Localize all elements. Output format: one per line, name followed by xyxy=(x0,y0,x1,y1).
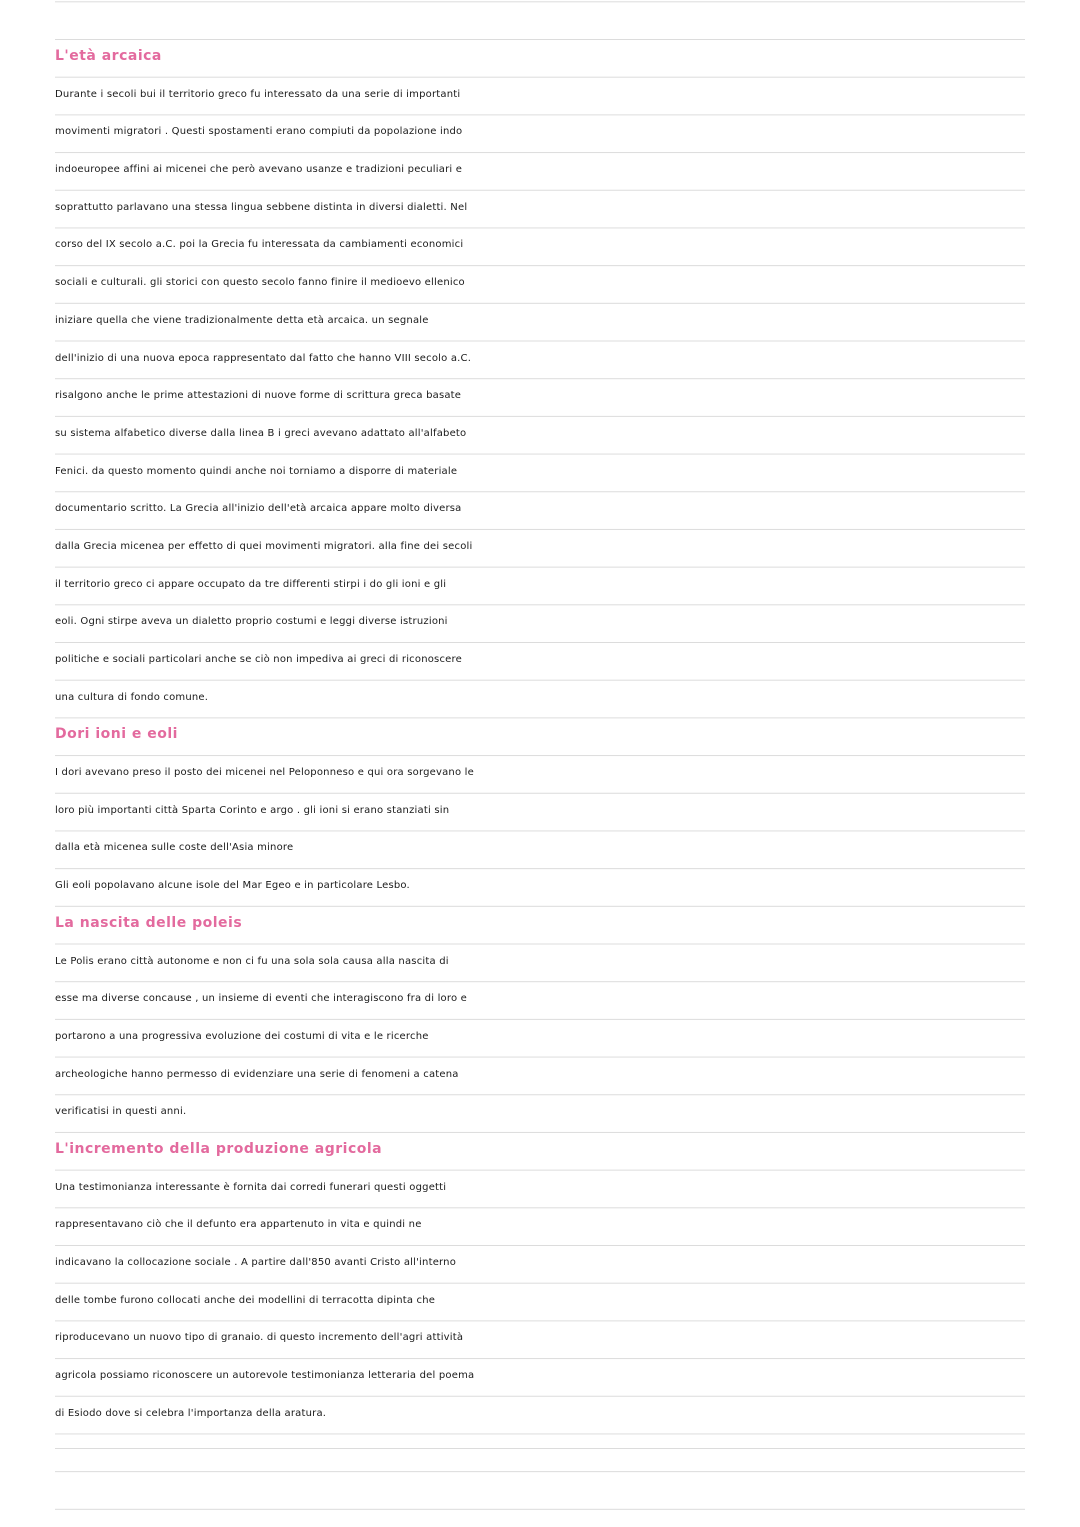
text-line: esse ma diverse concause , un insieme di eventi che interagiscono fra di loro e xyxy=(55,993,468,1005)
text-line: Gli eoli popolavano alcune isole del Mar Egeo e in particolare Lesbo. xyxy=(55,880,410,892)
text-line: Una testimonianza interessante è fornita dai corredi funerari questi oggetti xyxy=(55,1181,447,1193)
text-line: I dori avevano preso il posto dei micenei nel Peloponneso e qui ora sorgevano le xyxy=(55,767,474,779)
text-line: loro più importanti città Sparta Corinto e argo . gli ioni si erano stanziati sin xyxy=(55,804,450,816)
text-line: corso del IX secolo a.C. poi la Grecia fu interessata da cambiamenti economici xyxy=(55,239,464,251)
heading-eta-arcaica: L'età arcaica xyxy=(55,48,162,64)
text-line: indoeuropee affini ai micenei che però avevano usanze e tradizioni peculiari e xyxy=(55,164,463,176)
text-line: iniziare quella che viene tradizionalmente detta età arcaica. un segnale xyxy=(55,314,429,326)
text-line: il territorio greco ci appare occupato da tre differenti stirpi i do gli ioni e gli xyxy=(55,578,447,590)
text-line: portarono a una progressiva evoluzione dei costumi di vita e le ricerche xyxy=(55,1030,429,1042)
heading-nascita-poleis: La nascita delle poleis xyxy=(55,914,243,931)
text-line: rappresentavano ciò che il defunto era appartenuto in vita e quindi ne xyxy=(55,1219,422,1231)
text-line: dalla età micenea sulle coste dell'Asia minore xyxy=(55,842,294,854)
text-line: movimenti migratori . Questi spostamenti erano compiuti da popolazione indo xyxy=(55,126,463,138)
section-nascita-poleis xyxy=(55,905,1030,1131)
text-line: di Esiodo dove si celebra l'importanza della aratura. xyxy=(55,1407,327,1419)
heading-dori-ioni-eoli: Dori ioni e eoli xyxy=(55,726,178,743)
text-line: archeologiche hanno permesso di evidenziare una serie di fenomeni a catena xyxy=(55,1068,459,1080)
text-line: agricola possiamo riconoscere un autorevole testimonianza letteraria del poema xyxy=(55,1370,475,1382)
paragraph-eta-arcaica xyxy=(55,76,1030,717)
section-eta-arcaica xyxy=(55,38,1030,716)
text-line: Fenici. da questo momento quindi anche noi torniamo a disporre di materiale xyxy=(55,465,458,477)
bottom-rule-line xyxy=(55,1448,1025,1449)
paragraph-produzione-agricola xyxy=(55,1169,1030,1433)
text-line: Le Polis erano città autonome e non ci fu una sola sola causa alla nascita di xyxy=(55,955,449,967)
text-line: dalla Grecia micenea per effetto di quei movimenti migratori. alla fine dei secoli xyxy=(55,540,473,552)
text-line: risalgono anche le prime attestazioni di nuove forme di scrittura greca basate xyxy=(55,390,462,402)
text-line: delle tombe furono collocati anche dei modellini di terracotta dipinta che xyxy=(55,1294,436,1306)
text-line: su sistema alfabetico diverse dalla linea B i greci avevano adattato all'alfabeto xyxy=(55,427,467,439)
heading-produzione-agricola: L'incremento della produzione agricola xyxy=(55,1140,383,1157)
text-line: una cultura di fondo comune. xyxy=(55,691,209,703)
text-line: verificatisi in questi anni. xyxy=(55,1106,187,1118)
paragraph-nascita-poleis xyxy=(55,943,1030,1131)
text-line: indicavano la collocazione sociale . A partire dall'850 avanti Cristo all'interno xyxy=(55,1257,457,1268)
section-dori-ioni-eoli xyxy=(55,716,1030,904)
text-line: politiche e sociali particolari anche se ciò non impediva ai greci di riconoscere xyxy=(55,654,462,665)
notes-content xyxy=(55,38,1030,1432)
text-line: Durante i secoli bui il territorio greco fu interessato da una serie di importanti xyxy=(55,88,461,100)
paragraph-dori-ioni-eoli xyxy=(55,754,1030,905)
section-produzione-agricola xyxy=(55,1131,1030,1433)
text-line: documentario scritto. La Grecia all'inizio dell'età arcaica appare molto diversa xyxy=(55,503,462,515)
text-line: dell'inizio di una nuova epoca rappresentato dal fatto che hanno VIII secolo a.C. xyxy=(55,352,472,364)
text-line: soprattutto parlavano una stessa lingua sebbene distinta in diversi dialetti. Nel xyxy=(55,201,468,213)
text-line: riproducevano un nuovo tipo di granaio. di questo incremento dell'agri attività xyxy=(55,1332,464,1344)
text-line: sociali e culturali. gli storici con questo secolo fanno finire il medioevo ellenico xyxy=(55,277,465,289)
text-line: eoli. Ogni stirpe aveva un dialetto proprio costumi e leggi diverse istruzioni xyxy=(55,616,448,628)
